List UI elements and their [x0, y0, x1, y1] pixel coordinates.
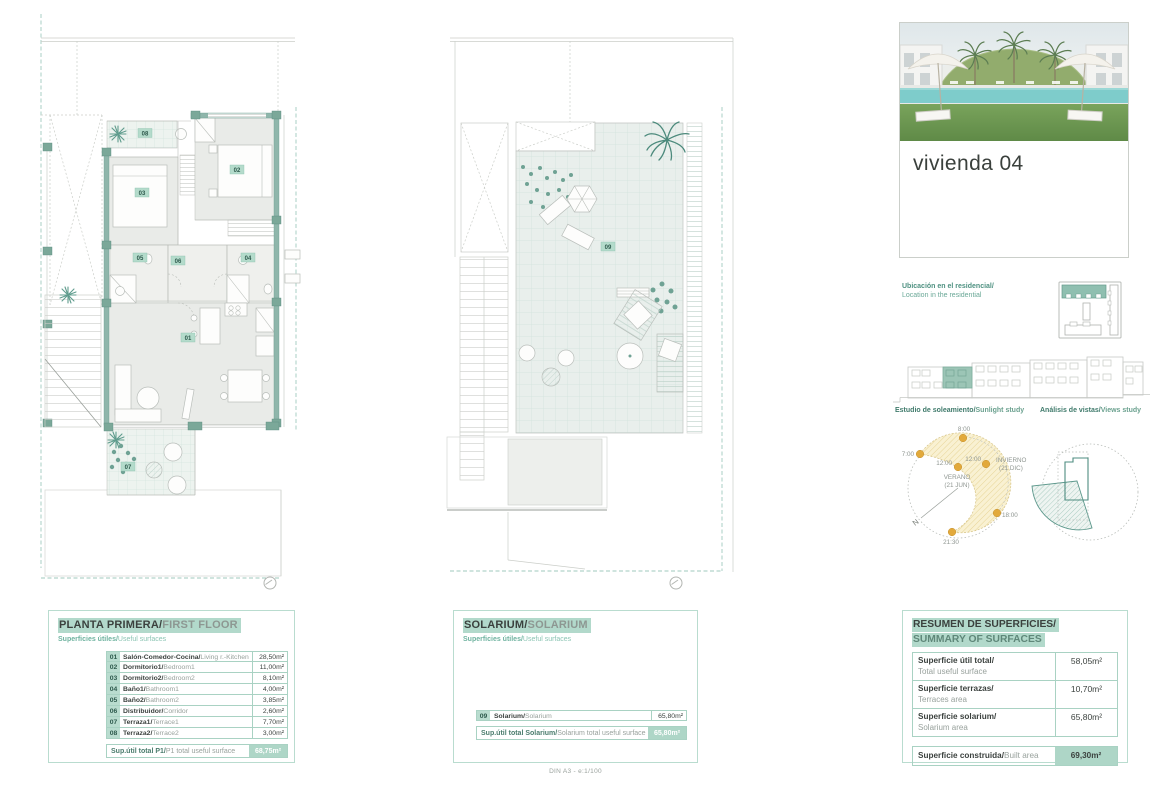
svg-text:09: 09: [604, 245, 612, 251]
first-floor-card: [48, 610, 295, 763]
north-indicator-icon: [262, 575, 278, 591]
views-fan: [1032, 481, 1092, 530]
svg-text:7:00: 7:00: [901, 451, 914, 458]
solarium-table: [476, 710, 687, 740]
sunlight-study-title: Estudio de soleamiento/Sunlight study: [895, 407, 1025, 414]
table-row: 08 Terraza2/Terrace2 3,00m²: [106, 728, 288, 739]
first-floor-total-row: Sup.útil total P1/P1 total useful surface 68,75m²: [106, 744, 288, 758]
solarium-plan-drawing: [435, 12, 745, 582]
plant-icon: [110, 126, 126, 142]
svg-text:06: 06: [174, 259, 182, 265]
solarium-total-row: Sup.útil total Solarium/Solarium total useful surface 65,80m²: [476, 726, 687, 740]
svg-text:INVIERNO: INVIERNO: [996, 457, 1027, 464]
solarium-card: [453, 610, 698, 763]
staircase: [45, 295, 101, 427]
svg-text:08: 08: [141, 131, 149, 138]
summary-title: RESUMEN DE SUPERFICIES/ SUMMARY OF SURFACES: [912, 618, 1118, 647]
table-row: 05 Baño2/Bathroom2 3,85m²: [106, 695, 288, 706]
views-study-diagram: [1030, 420, 1170, 560]
svg-text:04: 04: [244, 256, 252, 262]
table-row: 09 Solarium/Solarium 65,80m²: [476, 710, 687, 721]
lower-patio: [41, 490, 281, 578]
stair-hatch: [228, 220, 278, 236]
location-label: [902, 282, 994, 300]
svg-text:01: 01: [184, 336, 192, 342]
plant-icon: [60, 287, 76, 303]
first-floor-title: PLANTA PRIMERA/FIRST FLOOR: [58, 618, 285, 633]
table-row: 02 Dormitorio1/Bedroom1 11,00m²: [106, 662, 288, 673]
room-badges: [601, 242, 615, 251]
svg-text:07: 07: [124, 465, 132, 471]
location-label-en: Location in the residential: [902, 292, 982, 299]
residential-elevation: [888, 342, 1170, 414]
location-label-es: Ubicación en el residencial/: [902, 283, 994, 290]
table-row: Superficie solarium/ Solarium area 65,80m²: [913, 708, 1117, 736]
summary-table: [912, 652, 1118, 737]
svg-text:(21 JUN): (21 JUN): [944, 482, 970, 489]
svg-text:VERANO: VERANO: [943, 474, 971, 481]
table-row: 06 Distribuidor/Corridor 2,60m²: [106, 706, 288, 717]
built-area-row: Superficie construida/Built area 69,30m²: [912, 746, 1118, 766]
svg-text:12:00: 12:00: [936, 460, 952, 467]
residential-render-image: [900, 23, 1128, 141]
table-row: 01 Salón-Comedor-Cocina/Living r.-Kitchen 28,50m²: [106, 651, 288, 662]
table-row: 03 Dormitorio2/Bedroom2 8,10m²: [106, 673, 288, 684]
svg-text:21:30: 21:30: [943, 539, 959, 546]
first-floor-plan-drawing: [28, 12, 323, 582]
location-mini-plan: [1058, 281, 1124, 341]
built-area-value: 69,30m²: [1055, 747, 1117, 765]
svg-text:18:00: 18:00: [1002, 512, 1018, 519]
table-row: Superficie terrazas/ Terraces area 10,70m²: [913, 680, 1117, 708]
svg-text:02: 02: [233, 168, 241, 174]
table-row: 04 Baño1/Bathroom1 4,00m²: [106, 684, 288, 695]
solarium-title: SOLARIUM/SOLARIUM: [463, 618, 688, 633]
unit-card: [899, 22, 1129, 258]
north-indicator-icon: [668, 575, 684, 591]
first-floor-subtitle: Superficies útiles/Useful surfaces: [58, 636, 167, 643]
svg-text:05: 05: [136, 256, 144, 262]
solarium-subtitle: Superficies útiles/Useful surfaces: [463, 636, 572, 643]
table-row: 07 Terraza1/Terrace1 7,70m²: [106, 717, 288, 728]
first-floor-table: [106, 651, 288, 739]
svg-text:03: 03: [138, 191, 146, 197]
table-row: Superficie útil total/ Total useful surface 58,05m²: [913, 653, 1117, 680]
terrace-1: [107, 429, 195, 495]
pool: [900, 88, 1128, 103]
views-study-title: Análisis de vistas/Views study: [1040, 407, 1142, 414]
north-label: N: [910, 517, 921, 528]
solarium-total-value: 65,80m²: [648, 727, 686, 739]
lawn: [900, 103, 1128, 141]
corridor: [168, 245, 227, 303]
pool-edge: [900, 85, 1128, 88]
sheet-scale-note: DIN A3 - e:1/100: [549, 768, 602, 775]
svg-text:(21 DIC): (21 DIC): [999, 465, 1023, 472]
staircase: [460, 257, 508, 480]
sunlight-study-diagram: [893, 420, 1043, 560]
first-floor-total-value: 68,75m²: [249, 745, 287, 757]
svg-text:12:00: 12:00: [965, 456, 981, 463]
summary-card: [902, 610, 1128, 763]
unit-title: vivienda 04: [913, 152, 1024, 175]
svg-text:8:00: 8:00: [957, 426, 971, 433]
